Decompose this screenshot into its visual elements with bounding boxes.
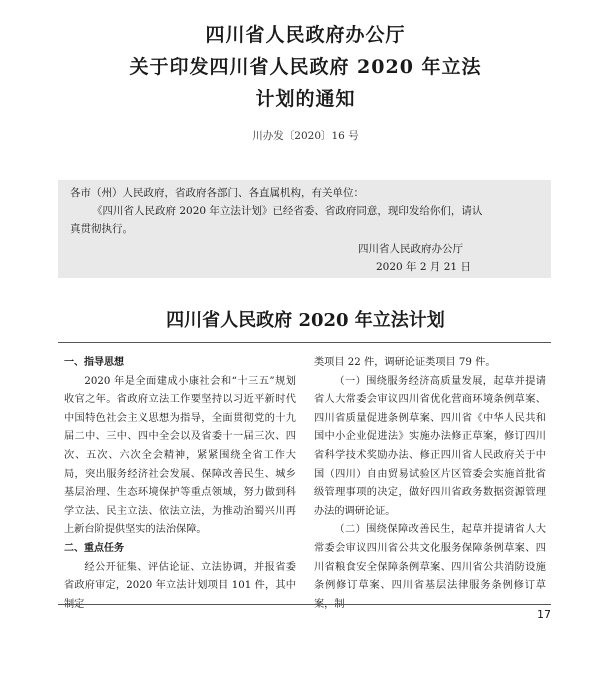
right-column	[314, 354, 546, 614]
paragraph-key-tasks: 经公开征集、评估论证、立法协调，并报省委省政府审定，2020 年立法计划项目 101 件，其中制定	[64, 561, 296, 610]
paragraph-economy: （一）围绕服务经济高质量发展，起草并提请省人大常委会审议四川省优化营商环境条例草案、四川省质量促进条例草案、四川省《中华人民共和国中小企业促进法》实施办法修正草案，修订四川省科学技术奖励办法、修正四川省人民政府关于中国（四川）自由贸易试验区片区管委会实施首批省级管理事项的决定，做好四川省政务数据资源管理办法的调研论证。	[314, 375, 546, 517]
paragraph-continuation: 类项目 22 件，调研论证类项目 79 件。	[314, 357, 496, 368]
paragraph-guiding-thought: 2020 年是全面建成小康社会和“十三五”规划收官之年。省政府立法工作要坚持以习近平新时代中国特色社会主义思想为指导，全面贯彻党的十九届二中、三中、四中全会以及省委十一届三次、四次、五次、六次全会精神，紧紧围绕全省工作大局，突出服务经济社会发展、保障改善民生、城乡基层治理、生态环境保护等重点领域，努力做到科学立法、民主立法、依法立法，为推动治蜀兴川再上新台阶提供坚实的法治保障。	[64, 375, 296, 536]
page-number: 17	[537, 608, 551, 621]
notice-date: 2020 年 2 月 21 日	[376, 261, 471, 273]
footer-divider	[58, 604, 551, 605]
left-column	[64, 354, 296, 614]
title-divider	[58, 342, 551, 343]
notice-title-line-1: 四川省人民政府办公厅	[205, 24, 406, 46]
document-number: 川办发〔2020〕16 号	[252, 130, 359, 142]
notice-body-box	[58, 180, 551, 278]
section-heading-guiding-thought: 一、指导思想	[64, 357, 124, 368]
plan-title: 四川省人民政府 2020 年立法计划	[166, 310, 445, 331]
section-heading-key-tasks: 二、重点任务	[64, 542, 124, 554]
notice-body-line-2: 真贯彻执行。	[70, 223, 133, 235]
paragraph-livelihood: （二）围绕保障改善民生，起草并提请省人大常委会审议四川省公共文化服务保障条例草案、四川省粮食安全保障条例草案、四川省公共消防设施条例修订草案、四川省基层法律服务条例修订草案，制	[314, 524, 546, 610]
notice-issuer: 四川省人民政府办公厅	[358, 243, 463, 255]
notice-addressee: 各市（州）人民政府，省政府各部门、各直属机构，有关单位：	[70, 187, 364, 199]
notice-title-line-3: 计划的通知	[255, 88, 356, 110]
notice-title-line-2: 关于印发四川省人民政府 2020 年立法	[129, 56, 482, 78]
notice-body-line-1: 《四川省人民政府 2020 年立法计划》已经省委、省政府同意，现印发给你们，请认	[92, 205, 483, 217]
